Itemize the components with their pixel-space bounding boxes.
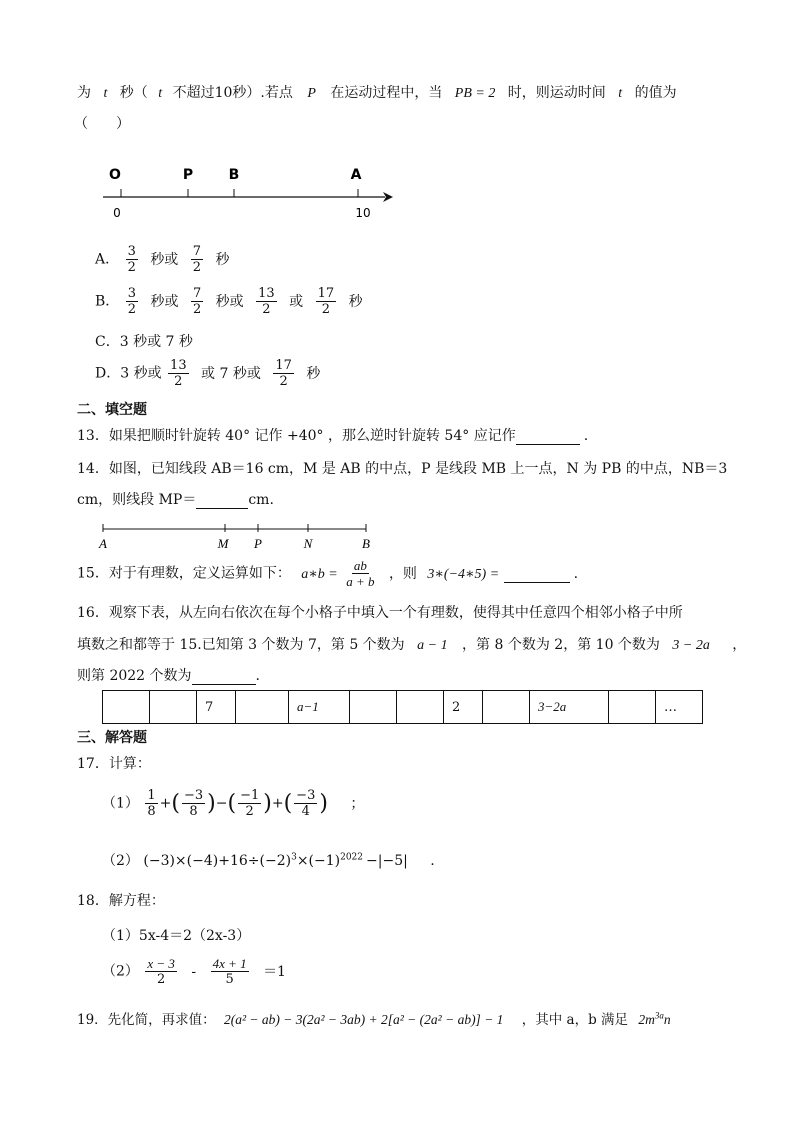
question-19: 19．先化简，再求值： 2(a² − ab) − 3(2a² − 3ab) + 2[a² − (2a² − ab)] − 1 ，其中 a，b 满足 $2m^{3a}n$: [77, 1010, 671, 1028]
answer-blank: [196, 492, 248, 509]
fraction: $\frac{13}{2}$: [170, 358, 187, 389]
fraction: $\frac{17}{2}$: [275, 358, 292, 389]
table-cell: [397, 691, 444, 724]
table-cell: [483, 691, 530, 724]
label-B: B: [228, 167, 240, 183]
option-A: A． $\frac{3}{2}$ 秒或 $\frac{7}{2}$ 秒: [95, 244, 230, 275]
table-cell: [103, 691, 150, 724]
fraction: $\frac{13}{2}$: [258, 286, 275, 317]
seg-label-P: P: [254, 536, 262, 551]
seg-label-B: B: [362, 536, 370, 551]
label-P: P: [182, 167, 194, 183]
table-cell: 2: [444, 691, 483, 724]
answer-parentheses: （ ）: [74, 116, 130, 132]
seg-label-M: M: [217, 536, 229, 551]
fraction: $\frac{7}{2}$: [192, 286, 202, 317]
table-cell: a−1: [289, 691, 350, 724]
option-B: B． $\frac{3}{2}$ 秒或 $\frac{7}{2}$ 秒或 $\frac{13}{2}$ 或 $\frac{17}{2}$ 秒: [95, 286, 363, 317]
tick-10: 10: [355, 206, 371, 220]
question-15: 15．对于有理数，定义运算如下： a∗b = $\frac{ab}{a + b}$ ，则 3∗(−4∗5) = .: [77, 558, 579, 589]
section-heading: 三、解答题: [77, 730, 147, 746]
question-14-line1: 14．如图，已知线段 AB＝16 cm，M 是 AB 的中点，P 是线段 MB 上一点，N 为 PB 的中点，NB＝3: [77, 461, 728, 477]
seg-label-N: N: [303, 536, 313, 551]
fraction: $\frac{4x + 1}{5}$: [212, 956, 247, 987]
fraction: $\frac{7}{2}$: [192, 244, 202, 275]
question-18-part2: （2） $\frac{x - 3}{2}$ - $\frac{4x + 1}{5}$ ＝1: [102, 956, 286, 987]
fraction: $\frac{3}{2}$: [127, 286, 137, 317]
fraction: $\frac{3}{2}$: [127, 244, 136, 275]
table-cell: [150, 691, 197, 724]
number-sequence-table: [102, 690, 703, 724]
question-17-title: 17．计算：: [77, 756, 151, 772]
seg-label-A: A: [99, 536, 107, 551]
label-A: A: [350, 167, 362, 183]
fraction: $\frac{17}{2}$: [317, 286, 335, 317]
table-cell: [236, 691, 289, 724]
table-cell: [350, 691, 397, 724]
fraction: $\frac{-3}{4}$: [296, 788, 316, 819]
table-cell: 7: [197, 691, 236, 724]
table-cell: 3−2a: [530, 691, 609, 724]
question-16-line2: 填数之和都等于 15.已知第 3 个数为 7，第 5 个数为 a − 1 ，第 8 个数为 2，第 10 个数为 3 − 2a ，: [77, 637, 747, 653]
question-17-part1: （1） $\frac{1}{8}$ +( $\frac{-3}{8}$ )−( $\frac{-1}{2}$ )+( $\frac{-3}{4}$ ) ；: [102, 788, 365, 819]
fraction: $\frac{x - 3}{2}$: [147, 956, 175, 987]
table-cell: …: [656, 691, 703, 724]
fraction: $\frac{1}{8}$: [147, 788, 156, 819]
tick-0: 0: [113, 206, 121, 220]
section-heading: 二、填空题: [77, 402, 147, 418]
fraction: $\frac{-3}{8}$: [183, 788, 204, 819]
question-17-part2: （2） $(-3)\times(-4)+16\div(-2)^3\times(-1)^{2022} -|-5|$ .: [102, 852, 435, 869]
question-16-line1: 16．观察下表，从左向右依次在每个小格子中填入一个有理数，使得其中任意四个相邻小格子中所: [77, 605, 683, 621]
option-D: D．3 秒或 $\frac{13}{2}$ 或 7 秒或 $\frac{17}{2}$ 秒: [95, 358, 321, 389]
question-18-title: 18．解方程：: [77, 893, 165, 909]
fraction: $\frac{ab}{a + b}$: [346, 558, 375, 589]
q12-stem: 为 t 秒（ t 不超过10秒）.若点 P 在运动过程中，当 PB = 2 时，则运动时间 t 的值为: [77, 85, 677, 101]
question-13: 13．如果把顺时针旋转 40° 记作 +40° ，那么逆时针旋转 54° 应记作 .: [77, 428, 589, 444]
segment-figure: [95, 520, 385, 554]
question-16-line3: 则第 2022 个数为 .: [77, 668, 260, 684]
answer-blank: [516, 428, 580, 445]
fraction: $\frac{-1}{2}$: [240, 788, 260, 819]
table-cell: [609, 691, 656, 724]
label-O: O: [109, 167, 121, 183]
answer-blank: [504, 566, 570, 583]
answer-blank: [192, 668, 256, 685]
option-C: C．3 秒或 7 秒: [95, 334, 193, 350]
question-18-part1: （1）5x-4＝2（2x-3）: [102, 928, 251, 944]
number-line-figure: [95, 160, 395, 220]
question-14-line2: cm，则线段 MP＝ cm.: [77, 492, 274, 508]
